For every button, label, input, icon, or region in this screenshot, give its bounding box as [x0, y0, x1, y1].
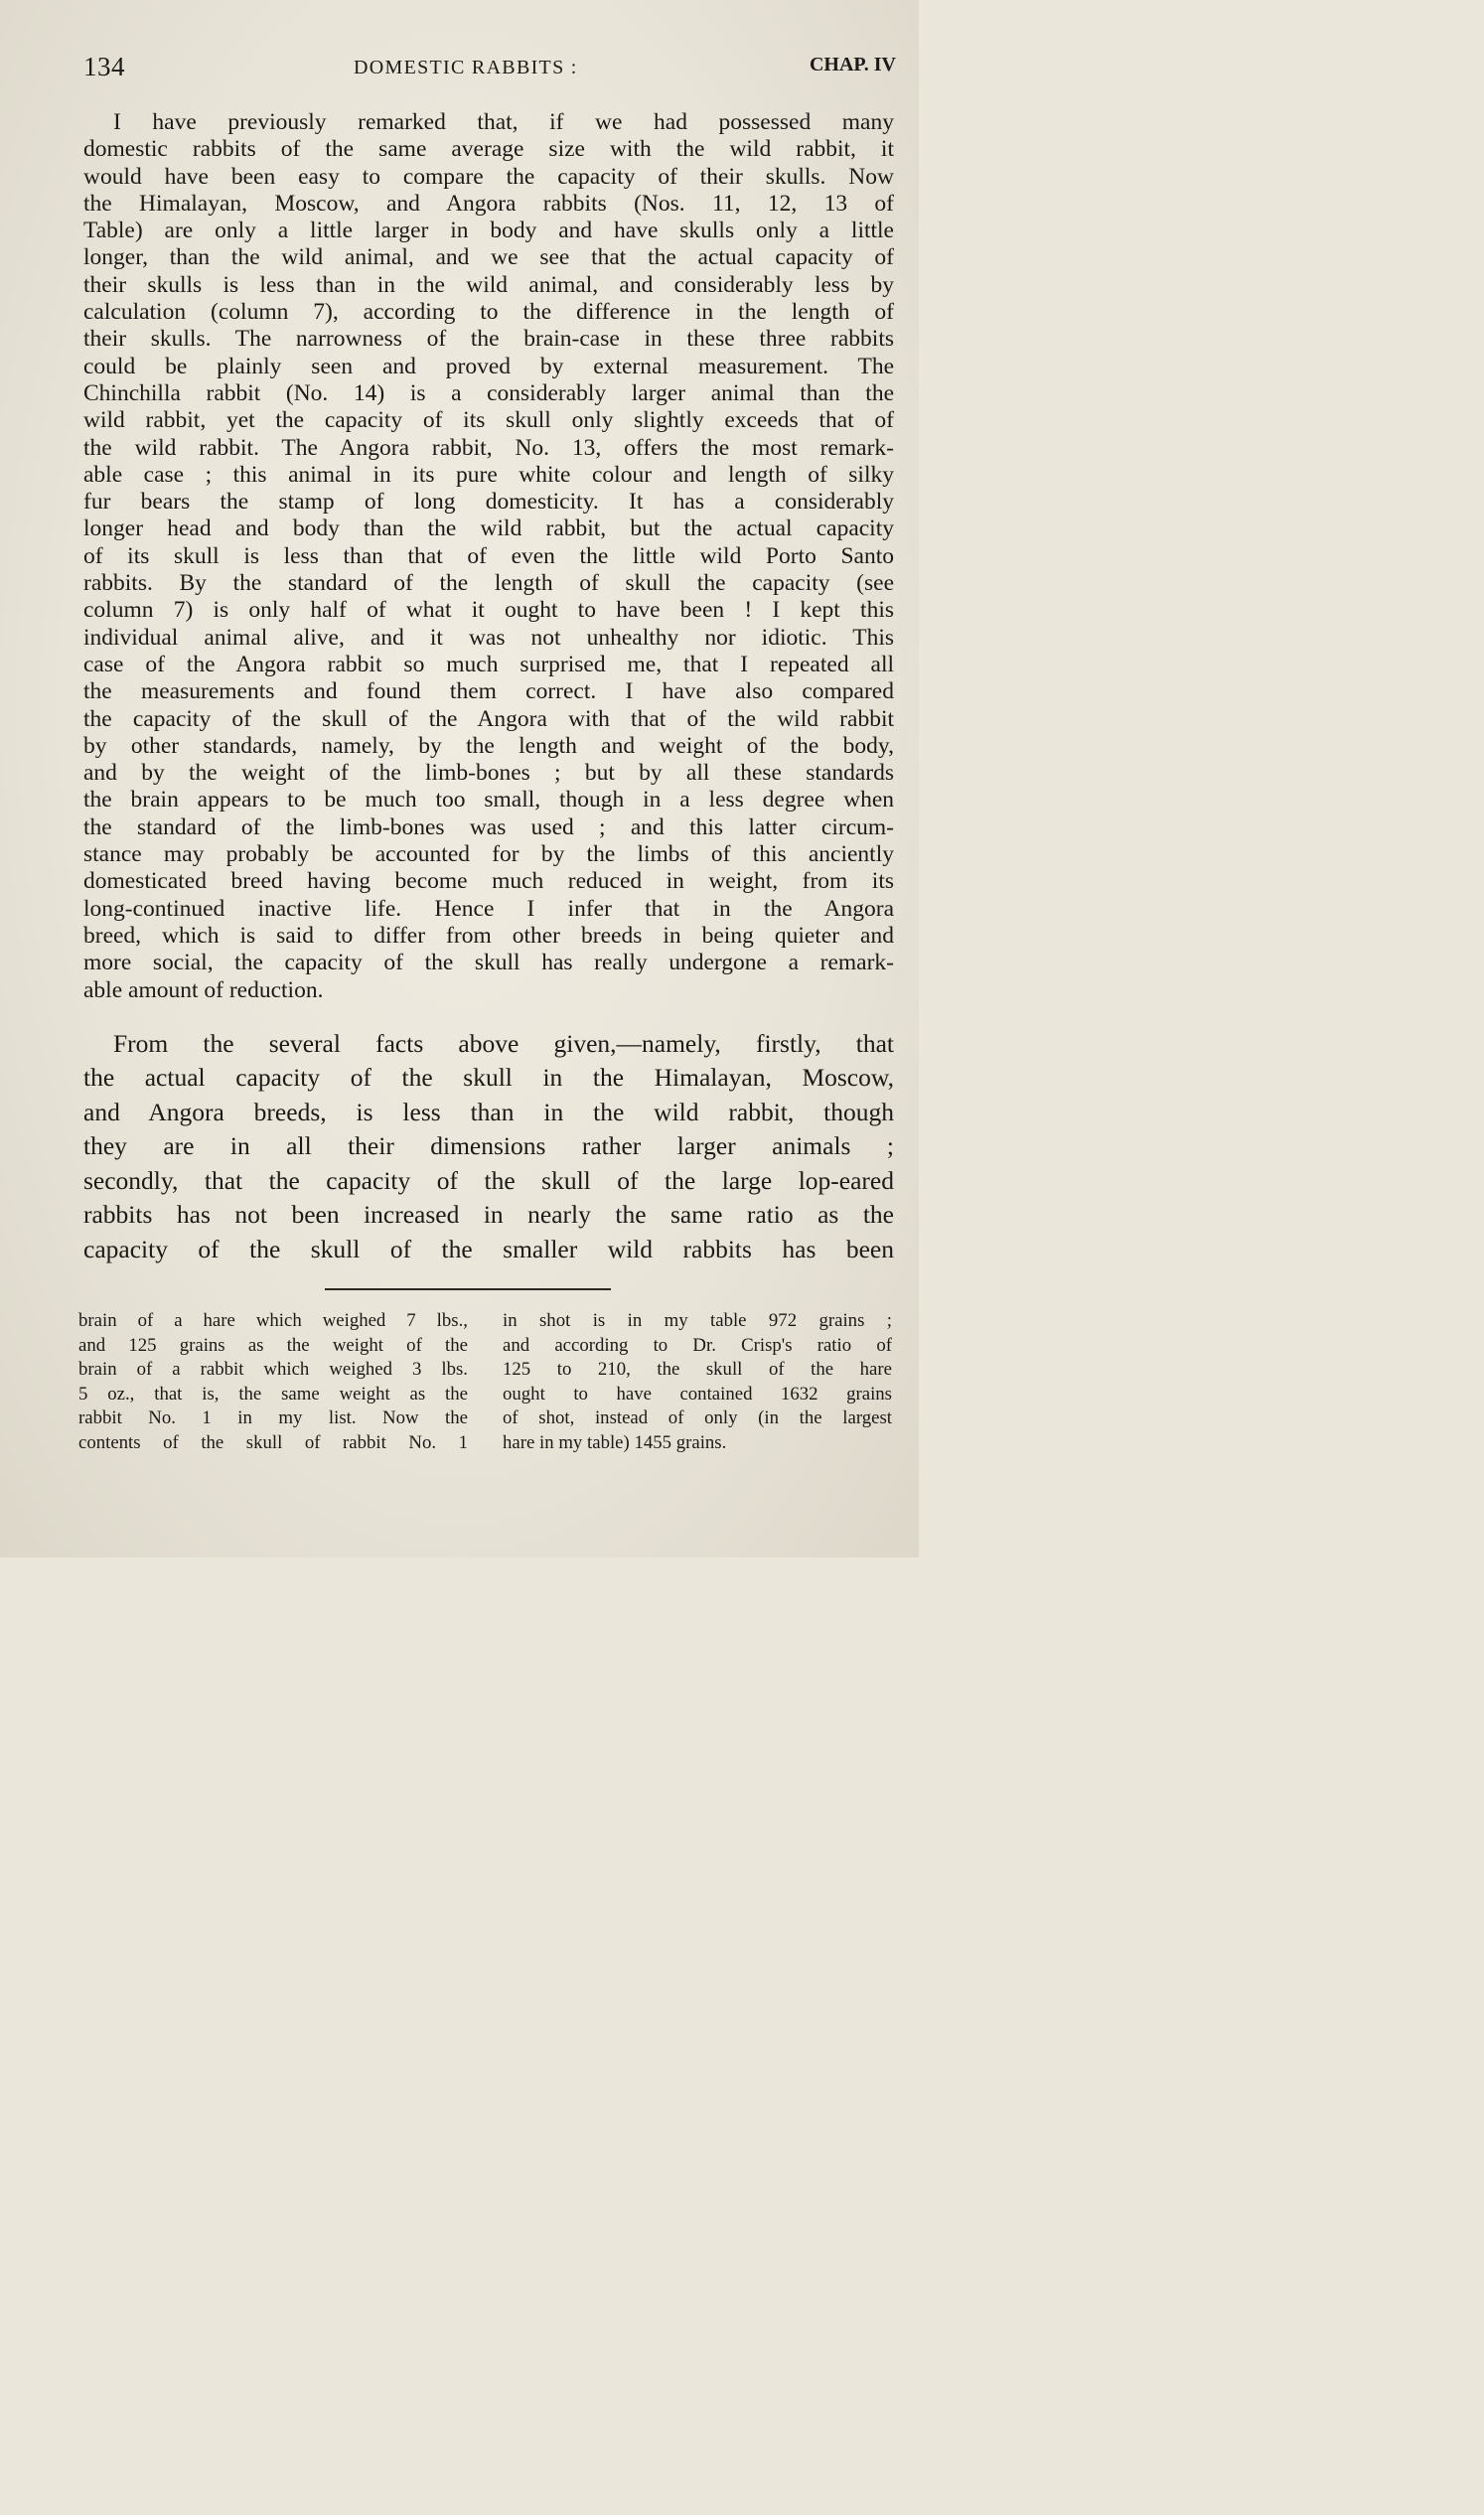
footnote-column-left: [78, 1309, 468, 1456]
text-line: able amount of reduction.: [83, 976, 324, 1003]
book-page: [0, 0, 919, 1557]
paragraph-2: [83, 1027, 894, 1267]
text-line: they are in all their dimensions rather larger animals ;: [83, 1131, 894, 1161]
footnote-line: 5 oz., that is, the same weight as the: [78, 1383, 468, 1405]
footnote-line: in shot is in my table 972 grains ;: [503, 1310, 892, 1331]
text-line: fur bears the stamp of long domesticity. It has a considerably: [83, 489, 894, 516]
text-line: their skulls is less than in the wild animal, and considerably less by: [83, 271, 894, 298]
text-line: capacity of the skull of the smaller wild rabbits has been: [83, 1234, 894, 1263]
text-line: could be plainly seen and proved by external measurement. The: [83, 353, 894, 379]
text-line: individual animal alive, and it was not unhealthy nor idiotic. This: [83, 624, 894, 651]
text-line: stance may probably be accounted for by the limbs of this anciently: [83, 841, 894, 868]
text-line: wild rabbit, yet the capacity of its skull only slightly exceeds that of: [83, 407, 894, 434]
text-line: rabbits has not been increased in nearly the same ratio as the: [83, 1200, 894, 1230]
text-line: From the several facts above given,—namely, firstly, that: [113, 1028, 894, 1058]
text-line: Table) are only a little larger in body and have skulls only a little: [83, 218, 894, 244]
text-line: and by the weight of the limb-bones ; but by all these standards: [83, 760, 894, 787]
text-line: breed, which is said to differ from other breeds in being quieter and: [83, 922, 894, 949]
text-line: the standard of the limb-bones was used ; and this latter circum-: [83, 814, 894, 840]
text-line: longer, than the wild animal, and we see that the actual capacity of: [83, 244, 894, 271]
footnote-line: and 125 grains as the weight of the: [78, 1334, 468, 1356]
text-line: the capacity of the skull of the Angora with that of the wild rabbit: [83, 705, 894, 732]
body-text: [83, 109, 894, 1266]
text-line: by other standards, namely, by the length and weight of the body,: [83, 732, 894, 759]
text-line: rabbits. By the standard of the length of skull the capacity (see: [83, 570, 894, 597]
footnote-line: contents of the skull of rabbit No. 1: [78, 1431, 468, 1453]
text-line: the Himalayan, Moscow, and Angora rabbits (Nos. 11, 12, 13 of: [83, 190, 894, 217]
footnote-line: brain of a rabbit which weighed 3 lbs.: [78, 1359, 468, 1381]
footnote-line: brain of a hare which weighed 7 lbs.,: [78, 1310, 468, 1331]
text-line: and Angora breeds, is less than in the wild rabbit, though: [83, 1097, 894, 1126]
text-line: case of the Angora rabbit so much surprised me, that I repeated all: [83, 651, 894, 677]
text-line: the actual capacity of the skull in the Himalayan, Moscow,: [83, 1063, 894, 1093]
text-line: domesticated breed having become much reduced in weight, from its: [83, 868, 894, 895]
footnote-line: and according to Dr. Crisp's ratio of: [503, 1334, 892, 1356]
text-line: long-continued inactive life. Hence I infer that in the Angora: [83, 895, 894, 922]
text-line: their skulls. The narrowness of the brain-case in these three rabbits: [83, 326, 894, 353]
page-number: 134: [83, 52, 125, 81]
footnote-line: hare in my table) 1455 grains.: [503, 1431, 727, 1453]
text-line: secondly, that the capacity of the skull of the large lop-eared: [83, 1165, 894, 1195]
footnote-line: of shot, instead of only (in the largest: [503, 1407, 892, 1429]
footnote-column-right: [503, 1309, 892, 1456]
text-line: Chinchilla rabbit (No. 14) is a considerably larger animal than the: [83, 379, 894, 406]
page-header: [83, 52, 898, 85]
text-line: of its skull is less than that of even the little wild Porto Santo: [83, 542, 894, 569]
paragraph-1: [83, 109, 894, 1004]
chapter-label: CHAP. IV: [809, 54, 896, 75]
text-line: calculation (column 7), according to the difference in the length of: [83, 299, 894, 326]
footnote-line: rabbit No. 1 in my list. Now the: [78, 1407, 468, 1429]
text-line: the wild rabbit. The Angora rabbit, No. 13, offers the most remark-: [83, 434, 894, 461]
text-line: I have previously remarked that, if we had possessed many: [113, 109, 894, 135]
text-line: able case ; this animal in its pure white colour and length of silky: [83, 461, 894, 488]
footnote-divider: [325, 1288, 611, 1290]
text-line: longer head and body than the wild rabbit, but the actual capacity: [83, 516, 894, 542]
text-line: domestic rabbits of the same average size with the wild rabbit, it: [83, 136, 894, 163]
text-line: more social, the capacity of the skull has really undergone a remark-: [83, 950, 894, 976]
text-line: would have been easy to compare the capacity of their skulls. Now: [83, 163, 894, 190]
text-line: the measurements and found them correct. I have also compared: [83, 678, 894, 705]
running-head: DOMESTIC RABBITS :: [354, 57, 578, 78]
footnote-line: 125 to 210, the skull of the hare: [503, 1359, 892, 1381]
text-line: column 7) is only half of what it ought to have been ! I kept this: [83, 597, 894, 624]
footnote-line: ought to have contained 1632 grains: [503, 1383, 892, 1405]
text-line: the brain appears to be much too small, though in a less degree when: [83, 787, 894, 814]
